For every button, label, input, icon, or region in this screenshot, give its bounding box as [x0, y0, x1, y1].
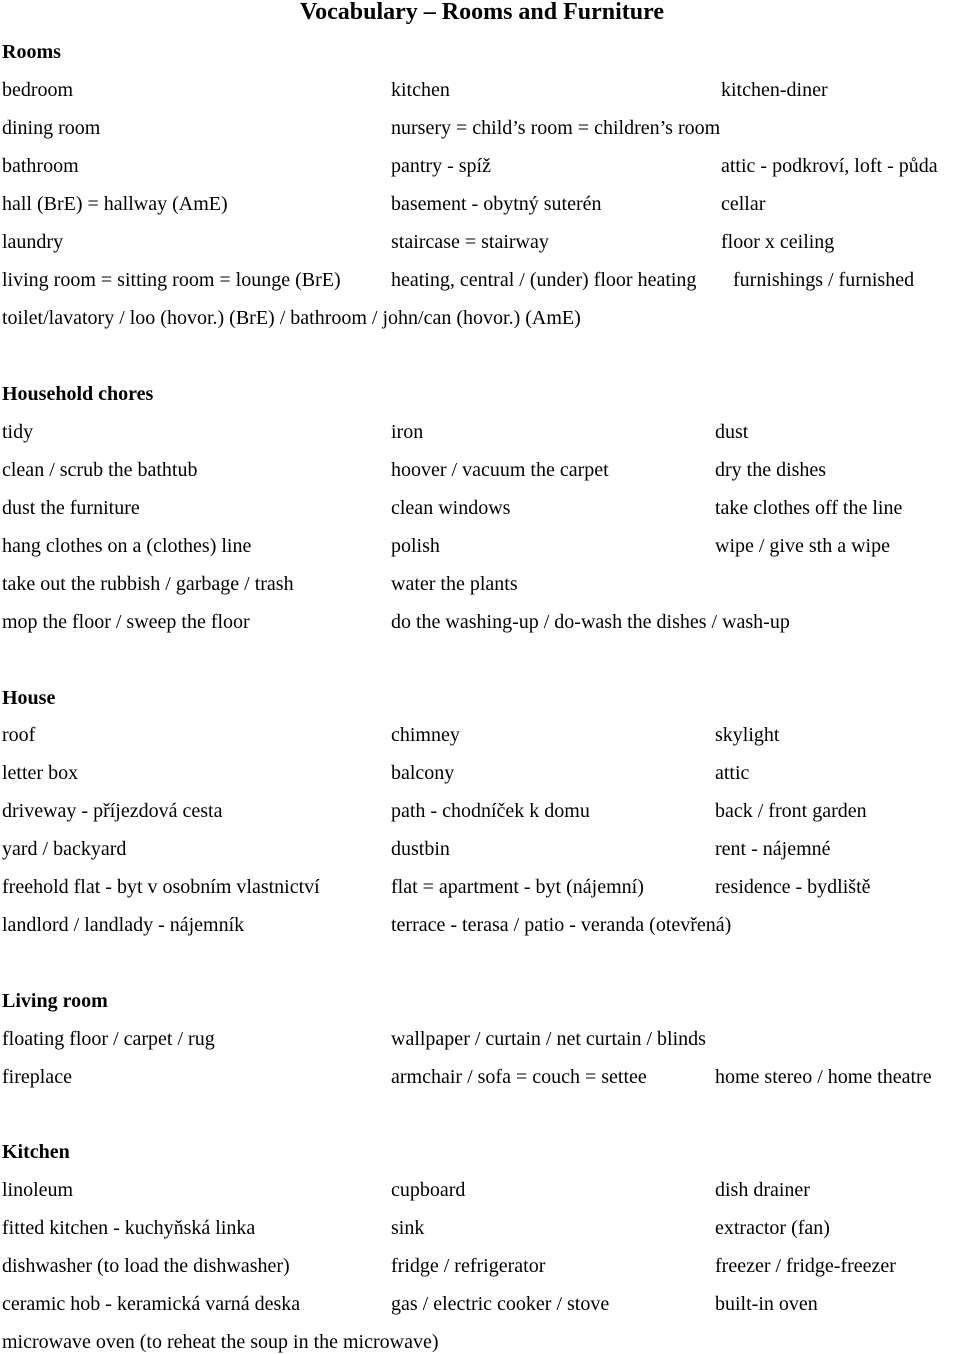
vocab-term: take out the rubbish / garbage / trash [2, 573, 294, 595]
vocab-term: residence - bydliště [715, 876, 871, 898]
vocab-term: yard / backyard [2, 838, 127, 860]
vocab-term: floor x ceiling [721, 231, 835, 253]
vocab-term: letter box [2, 762, 79, 784]
section-heading: Kitchen [2, 1141, 70, 1163]
page-title: Vocabulary – Rooms and Furniture [299, 0, 665, 25]
vocab-term: fitted kitchen - kuchyňská linka [2, 1217, 256, 1239]
vocab-term: hall (BrE) = hallway (AmE) [2, 193, 228, 215]
vocab-term: path - chodníček k domu [391, 800, 590, 822]
vocab-term: rent - nájemné [715, 838, 831, 860]
vocab-term: take clothes off the line [715, 497, 903, 519]
vocab-term: tidy [2, 421, 34, 443]
vocab-term: cupboard [391, 1179, 466, 1201]
vocab-term: home stereo / home theatre [715, 1066, 932, 1088]
vocab-term: extractor (fan) [715, 1217, 830, 1239]
vocab-term: fridge / refrigerator [391, 1255, 546, 1277]
vocab-term: sink [391, 1217, 425, 1239]
vocab-term: terrace - terasa / patio - veranda (otevřená) [391, 914, 732, 936]
vocab-term: driveway - příjezdová cesta [2, 800, 223, 822]
section-heading: Living room [2, 990, 108, 1012]
vocab-term: back / front garden [715, 800, 867, 822]
vocab-term: nursery = child’s room = children’s room [391, 117, 721, 139]
section-heading: House [2, 687, 56, 709]
vocab-term: kitchen [391, 79, 450, 101]
vocab-term: bedroom [2, 79, 74, 101]
vocab-term: clean / scrub the bathtub [2, 459, 198, 481]
vocab-term: staircase = stairway [391, 231, 549, 253]
vocab-term: mop the floor / sweep the floor [2, 611, 250, 633]
vocab-term: freehold flat - byt v osobním vlastnictví [2, 876, 320, 898]
vocab-term: dish drainer [715, 1179, 810, 1201]
vocab-term: laundry [2, 231, 64, 253]
vocab-line: microwave oven (to reheat the soup in the microwave) [2, 1331, 439, 1353]
vocab-term: dustbin [391, 838, 450, 860]
vocab-term: hang clothes on a (clothes) line [2, 535, 252, 557]
vocab-term: floating floor / carpet / rug [2, 1028, 215, 1050]
vocab-term: cellar [721, 193, 766, 215]
vocab-term: wipe / give sth a wipe [715, 535, 890, 557]
vocab-term: ceramic hob - keramická varná deska [2, 1293, 301, 1315]
vocab-term: clean windows [391, 497, 511, 519]
vocab-term: water the plants [391, 573, 518, 595]
vocab-term: chimney [391, 724, 460, 746]
vocab-line: toilet/lavatory / loo (hovor.) (BrE) / bathroom / john/can (hovor.) (AmE) [2, 307, 581, 329]
vocab-term: kitchen-diner [721, 79, 828, 101]
vocab-term: polish [391, 535, 440, 557]
vocab-term: do the washing-up / do-wash the dishes / wash-up [391, 611, 790, 633]
vocab-term: gas / electric cooker / stove [391, 1293, 610, 1315]
vocab-term: heating, central / (under) floor heating [391, 269, 697, 291]
vocab-term: linoleum [2, 1179, 74, 1201]
vocab-term: iron [391, 421, 424, 443]
vocab-term: hoover / vacuum the carpet [391, 459, 609, 481]
vocab-term: attic [715, 762, 750, 784]
vocab-term: living room = sitting room = lounge (BrE) [2, 269, 341, 291]
vocab-term: balcony [391, 762, 455, 784]
vocab-term: flat = apartment - byt (nájemní) [391, 876, 644, 898]
vocab-term: basement - obytný suterén [391, 193, 602, 215]
vocab-term: fireplace [2, 1066, 72, 1088]
vocab-term: pantry - spíž [391, 155, 491, 177]
section-heading: Rooms [2, 41, 61, 63]
vocab-term: roof [2, 724, 36, 746]
vocab-term: landlord / landlady - nájemník [2, 914, 245, 936]
vocab-term: dust [715, 421, 749, 443]
vocab-term: dust the furniture [2, 497, 140, 519]
vocab-term: bathroom [2, 155, 79, 177]
vocab-term: wallpaper / curtain / net curtain / blinds [391, 1028, 706, 1050]
vocab-term: armchair / sofa = couch = settee [391, 1066, 647, 1088]
vocab-term: freezer / fridge-freezer [715, 1255, 896, 1277]
vocab-term: furnishings / furnished [733, 269, 915, 291]
vocab-term: skylight [715, 724, 780, 746]
vocab-term: built-in oven [715, 1293, 818, 1315]
section-heading: Household chores [2, 383, 154, 405]
vocab-term: dry the dishes [715, 459, 827, 481]
vocab-term: attic - podkroví, loft - půda [721, 155, 938, 177]
vocab-term: dishwasher (to load the dishwasher) [2, 1255, 290, 1277]
vocab-term: dining room [2, 117, 101, 139]
